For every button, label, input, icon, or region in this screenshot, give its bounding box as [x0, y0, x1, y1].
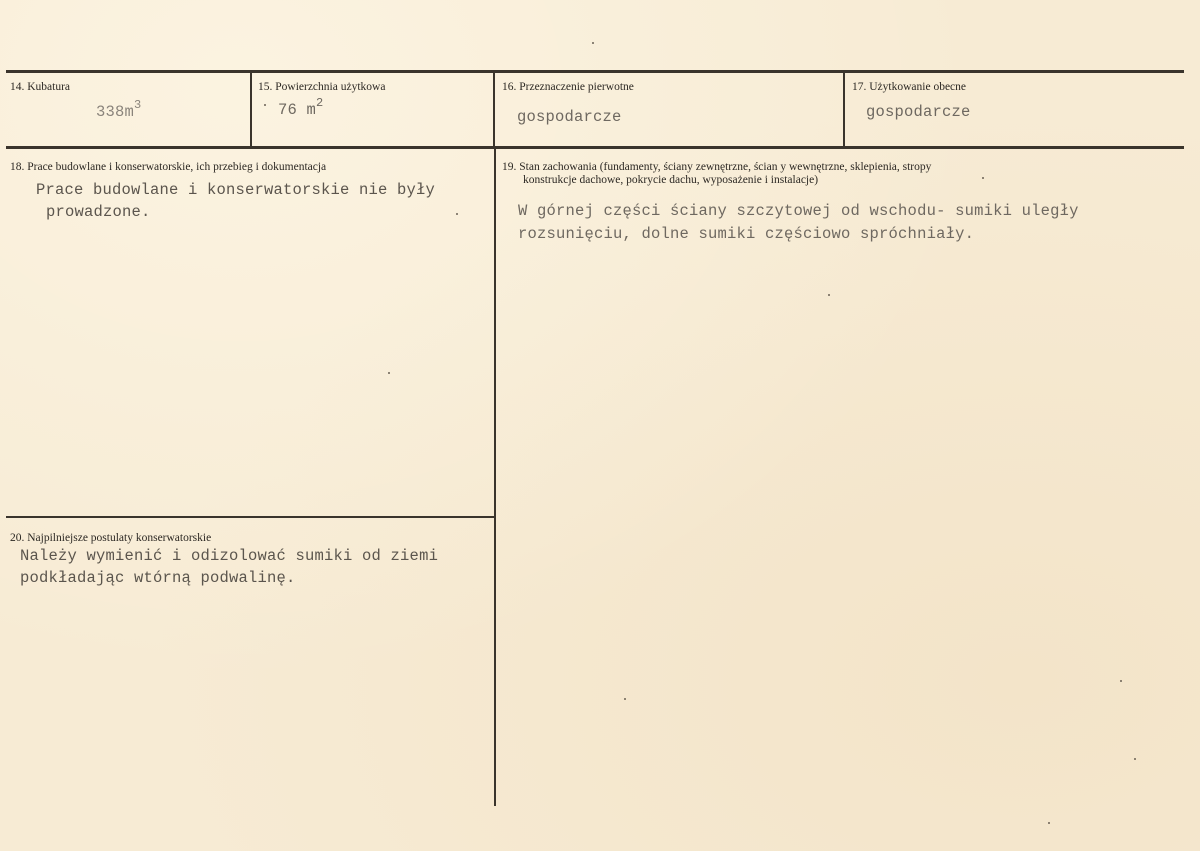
- top-rule: [6, 70, 1184, 73]
- field-18-text-line-2: prowadzone.: [46, 203, 151, 221]
- row1-bottom-rule: [6, 146, 1184, 149]
- field-19-text-line-1: W górnej części ściany szczytowej od wschodu- sumiki uległy: [518, 202, 1079, 220]
- field-19-text-line-2: rozsunięciu, dolne sumiki częściowo spróchniały.: [518, 225, 975, 243]
- field-20-text-line-2: podkładając wtórną podwalinę.: [20, 569, 296, 587]
- field-19-label-line-1: 19. Stan zachowania (fundamenty, ściany zewnętrzne, ścian y wewnętrzne, sklepienia, stropy: [502, 161, 932, 173]
- paper-speck: [1120, 680, 1122, 682]
- field-17-label: 17. Użytkowanie obecne: [852, 81, 967, 93]
- paper-speck: [1134, 758, 1136, 760]
- paper-speck: [592, 42, 594, 44]
- field-19-label-line-2: konstrukcje dachowe, pokrycie dachu, wyposażenie i instalacje): [523, 174, 819, 186]
- field-15-unit-superscript: 2: [316, 96, 324, 110]
- paper-speck: [828, 294, 830, 296]
- field-20-label: 20. Najpilniejsze postulaty konserwatorskie: [10, 532, 212, 544]
- field-18-label: 18. Prace budowlane i konserwatorskie, ich przebieg i dokumentacja: [10, 161, 327, 173]
- divider-15-16: [493, 72, 495, 147]
- paper-speck: [264, 104, 266, 106]
- paper-speck: [388, 372, 390, 374]
- field-20-text-line-1: Należy wymienić i odizolować sumiki od ziemi: [20, 547, 439, 565]
- field-14-value: $338m^3$: [96, 98, 142, 121]
- field-14-label: 14. Kubatura: [10, 81, 71, 93]
- divider-16-17: [843, 72, 845, 147]
- divider-left-right-column: [494, 148, 496, 806]
- field-14-unit-superscript: 3: [134, 98, 142, 112]
- field-15-label: 15. Powierzchnia użytkowa: [258, 81, 386, 93]
- paper-speck: [1048, 822, 1050, 824]
- divider-14-15: [250, 72, 252, 147]
- field-16-value: gospodarcze: [517, 108, 622, 126]
- field-17-value: gospodarcze: [866, 103, 971, 121]
- field-15-value: 76 $m^2$: [278, 96, 324, 119]
- paper-speck: [624, 698, 626, 700]
- paper-speck: [456, 213, 458, 215]
- field-18-text-line-1: Prace budowlane i konserwatorskie nie były: [36, 181, 436, 199]
- field-16-label: 16. Przeznaczenie pierwotne: [502, 81, 634, 93]
- paper-speck: [982, 177, 984, 179]
- field20-top-rule: [6, 516, 494, 518]
